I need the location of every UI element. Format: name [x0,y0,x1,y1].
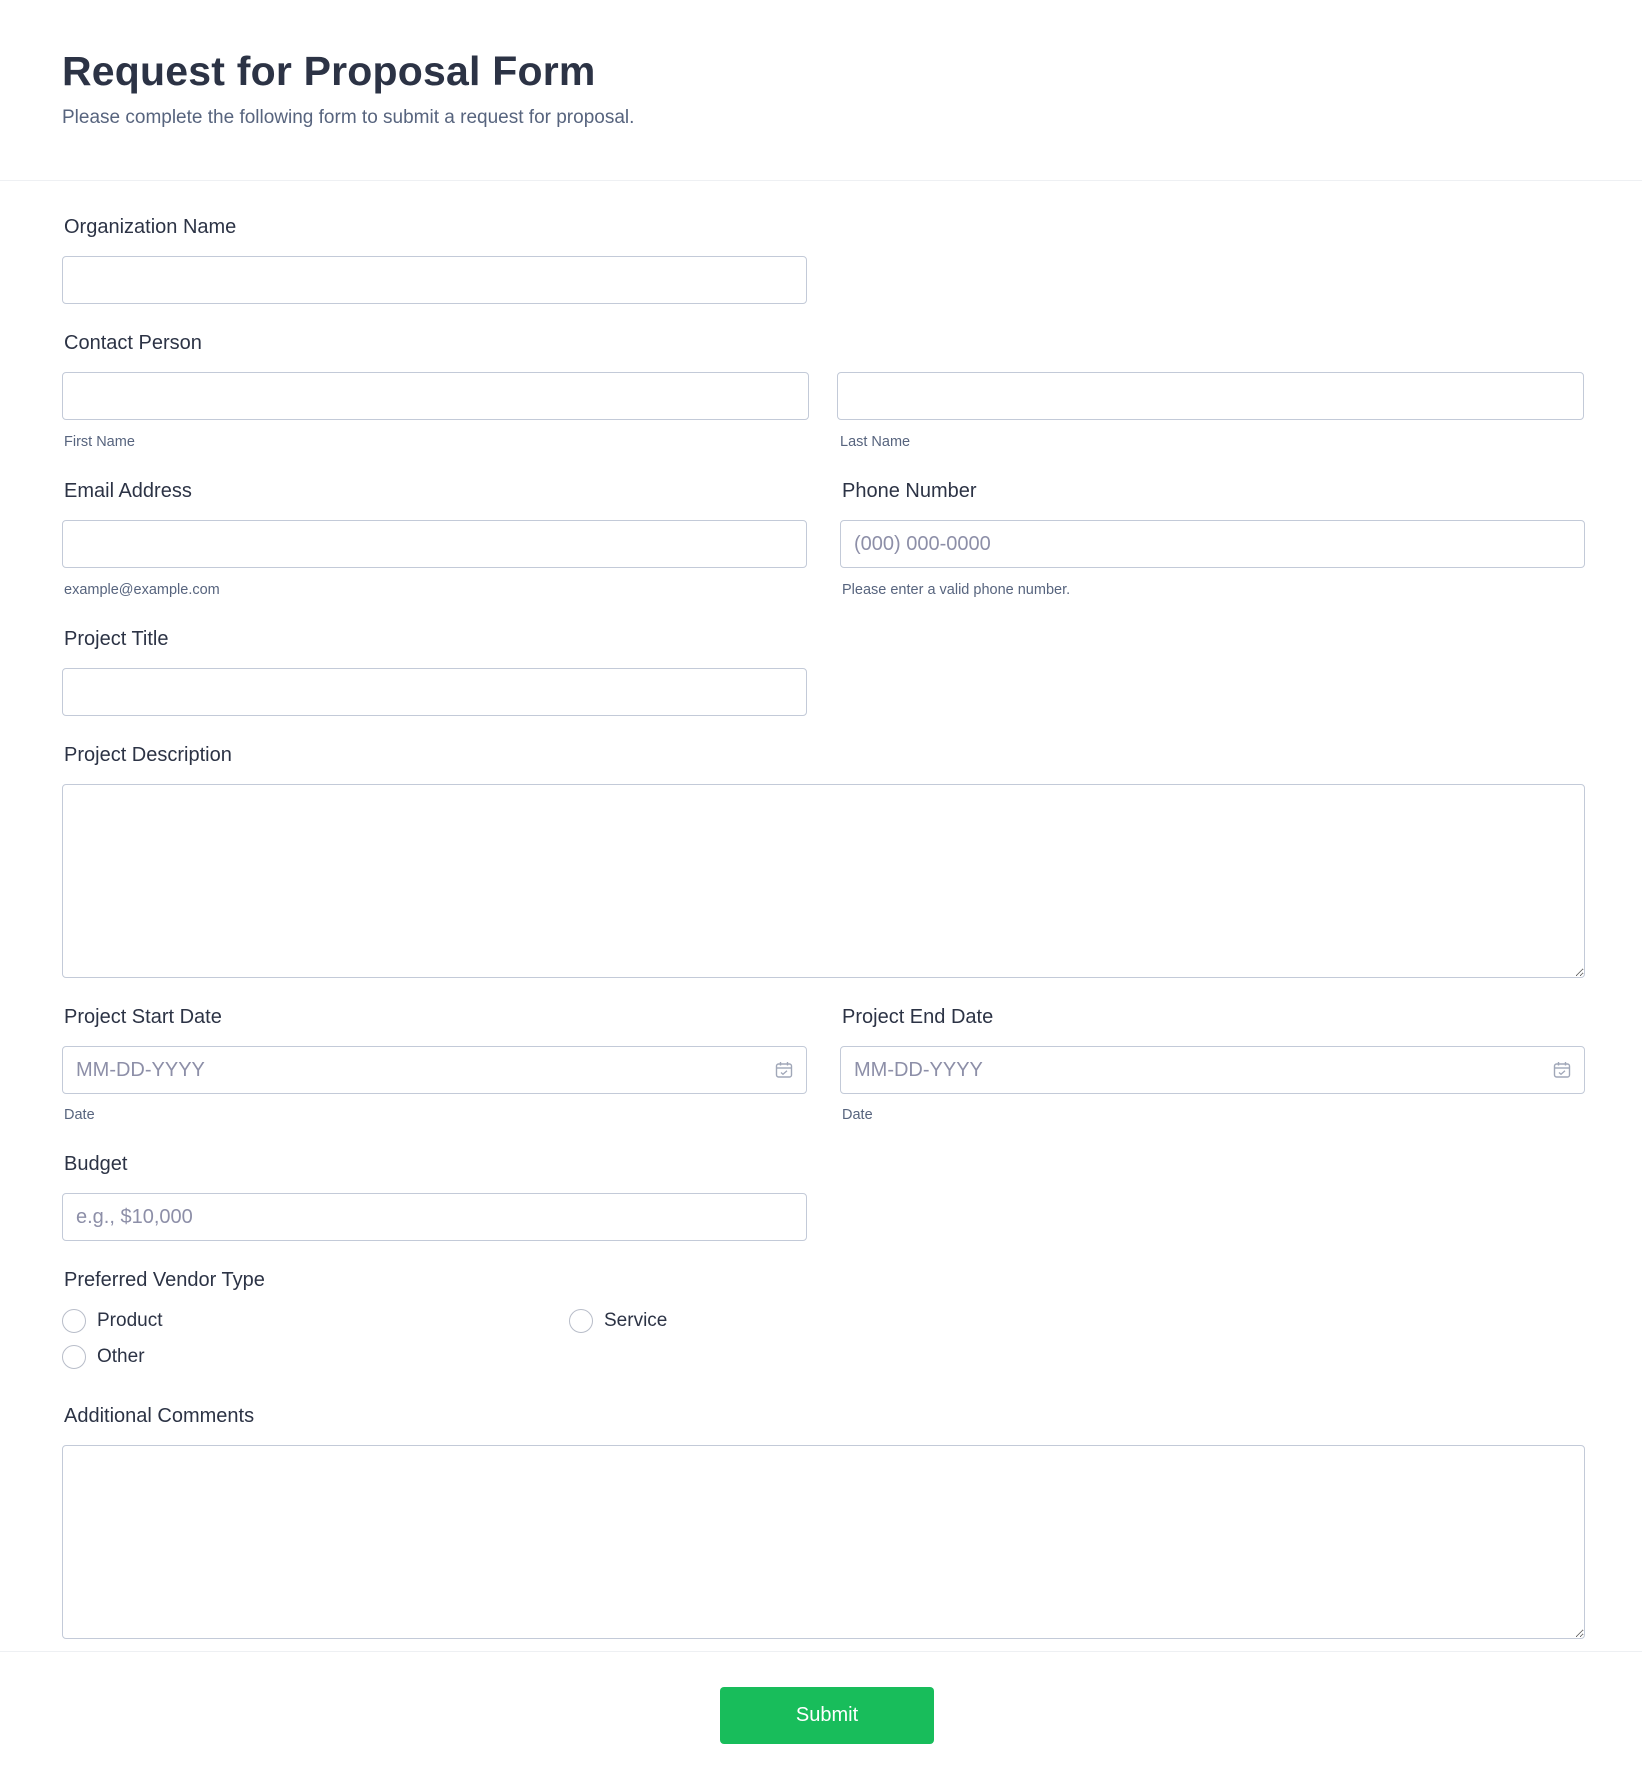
phone-label: Phone Number [842,480,977,502]
contact-person-label: Contact Person [64,332,202,354]
radio-button[interactable] [569,1309,593,1333]
additional-comments-label: Additional Comments [64,1405,255,1427]
start-date-input[interactable] [62,1046,807,1094]
last-name-sublabel: Last Name [840,434,911,450]
form-header [0,0,1642,181]
end-date-sublabel: Date [842,1107,873,1123]
project-description-textarea[interactable] [62,784,1585,978]
vendor-option-other[interactable] [62,1344,145,1370]
organization-name-label: Organization Name [64,216,237,238]
budget-input[interactable] [62,1193,807,1241]
project-title-input[interactable] [62,668,807,716]
vendor-type-label: Preferred Vendor Type [64,1269,265,1291]
form-subtitle: Please complete the following form to submit a request for proposal. [62,107,635,128]
vendor-option-product[interactable] [62,1308,162,1334]
phone-sublabel: Please enter a valid phone number. [842,582,1071,598]
vendor-option-service[interactable] [569,1308,667,1334]
start-date-label: Project Start Date [64,1006,222,1028]
email-label: Email Address [64,480,192,502]
project-description-label: Project Description [64,744,232,766]
phone-input[interactable] [840,520,1585,568]
first-name-sublabel: First Name [64,434,135,450]
email-input[interactable] [62,520,807,568]
first-name-input[interactable] [62,372,809,420]
radio-label: Other [97,1346,145,1367]
radio-button[interactable] [62,1309,86,1333]
start-date-sublabel: Date [64,1107,95,1123]
organization-name-input[interactable] [62,256,807,304]
last-name-input[interactable] [837,372,1584,420]
form-title: Request for Proposal Form [62,48,596,94]
radio-label: Product [97,1310,163,1331]
submit-button[interactable]: Submit [720,1687,934,1744]
radio-button[interactable] [62,1345,86,1369]
end-date-label: Project End Date [842,1006,994,1028]
additional-comments-textarea[interactable] [62,1445,1585,1639]
project-title-label: Project Title [64,628,169,650]
email-sublabel: example@example.com [64,582,220,598]
radio-label: Service [604,1310,668,1331]
calendar-icon[interactable] [1553,1061,1571,1079]
budget-label: Budget [64,1153,128,1175]
end-date-input[interactable] [840,1046,1585,1094]
calendar-icon[interactable] [775,1061,793,1079]
